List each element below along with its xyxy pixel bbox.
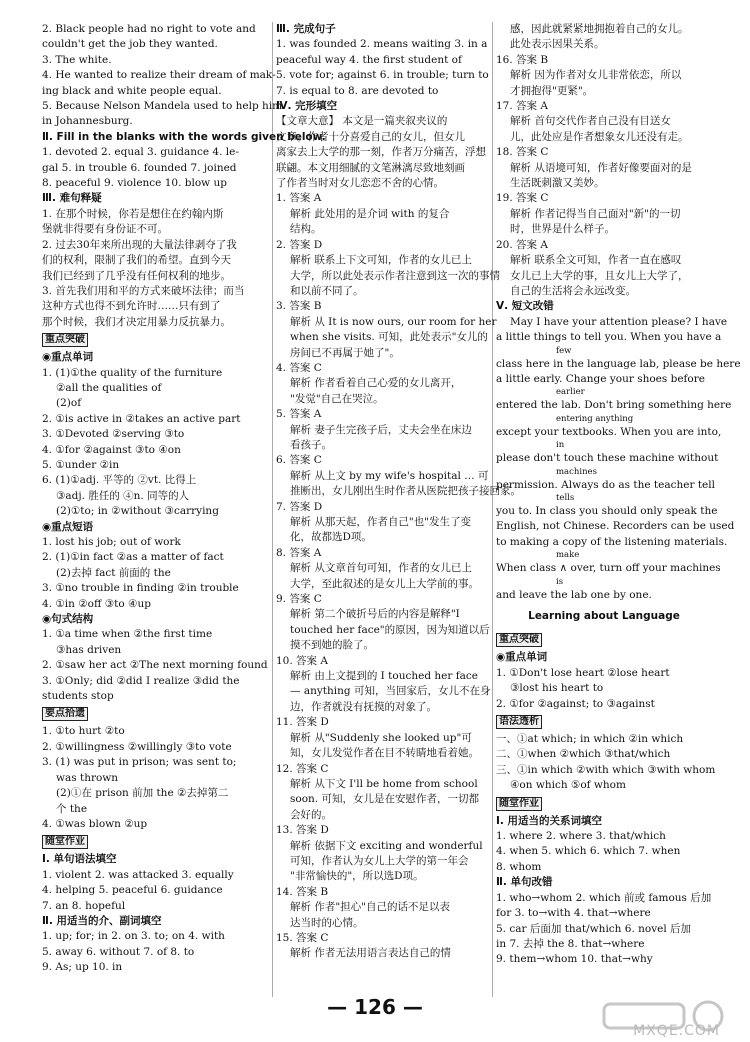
- section-tag-label: 随堂作业: [42, 835, 88, 849]
- answer-line: students stop: [42, 690, 114, 703]
- answer-line: 解析 首句交代作者自己没有目送女: [510, 115, 671, 128]
- answer-line: 16. 答案 B: [496, 53, 549, 66]
- section-tag-label: 重点突破: [42, 333, 88, 347]
- answer-line: ing black and white people equal.: [42, 84, 222, 97]
- section-heading: Ⅱ. 用适当的介、副词填空: [42, 914, 162, 927]
- answer-line: 解析 作者记得当自己面对"新"的一切: [510, 207, 681, 220]
- answer-line: was thrown: [56, 771, 119, 784]
- answer-line: 5. vote for; against 6. in trouble; turn to: [276, 69, 489, 82]
- answer-line: 12. 答案 C: [276, 762, 329, 775]
- answer-line: 会好的。: [290, 808, 332, 821]
- answer-line: class here in the language lab, please be here: [496, 357, 741, 370]
- answer-line: 我们已经到了几乎没有任何权利的地步。: [42, 269, 231, 282]
- answer-line: 8. whom: [496, 860, 542, 873]
- page-number: — 126 —: [327, 995, 423, 1019]
- answer-line: 二、①when ②which ③that/which: [496, 748, 671, 761]
- answer-line: 房间已不再属于她了"。: [290, 346, 400, 359]
- answer-line: 4. He wanted to realize their dream of mak-: [42, 69, 276, 82]
- answer-line: 结构。: [290, 223, 322, 236]
- correction-note: make: [556, 550, 580, 561]
- answer-line: 生活既刺激又美妙。: [510, 177, 605, 190]
- section-tag: [496, 712, 712, 732]
- correction-note: few: [556, 345, 572, 356]
- answer-line: 10. 答案 A: [276, 654, 328, 667]
- answer-line: 14. 答案 B: [276, 885, 329, 898]
- answer-line: 7. 答案 D: [276, 500, 323, 513]
- answer-line: 1. 在那个时候，你若是想住在约翰内斯: [42, 207, 224, 220]
- correction-note: is: [556, 576, 564, 587]
- answer-line: ②all the qualities of: [56, 381, 162, 394]
- answer-line: 4. ①was blown ②up: [42, 817, 148, 830]
- answer-line: 离家去上大学的那一刻，作者万分痛苦，浮想: [276, 146, 486, 159]
- answer-line: (2)of: [56, 397, 82, 410]
- answer-line: you to. In class you should only speak the: [496, 504, 718, 517]
- answer-line: 3. ①no trouble in finding ②in trouble: [42, 582, 239, 595]
- answer-line: 1. devoted 2. equal 3. guidance 4. le-: [42, 146, 239, 159]
- answer-line: a little early. Change your shoes before: [496, 372, 705, 385]
- answer-line: permission. Always do as the teacher tell: [496, 478, 715, 491]
- answer-line: 解析 从文章首句可知，作者的女儿已上: [290, 562, 472, 575]
- answer-line: a little things to tell you. When you have a: [496, 331, 722, 344]
- answer-line: 解析 作者看着自己心爱的女儿离开，: [290, 377, 462, 390]
- answer-line: 儿，此处应是作者想象女儿还没有走。: [510, 130, 689, 143]
- answer-line: and leave the lab one by one.: [496, 588, 652, 601]
- section-heading: Ⅰ. 用适当的关系词填空: [496, 814, 603, 827]
- answer-line: 解析 联系上下文可知，作者的女儿已上: [290, 254, 472, 267]
- answer-line: 摸不到她的脸了。: [290, 639, 374, 652]
- answer-line: 2. ①is active in ②takes an active part: [42, 412, 241, 425]
- answer-line: 时，世界是什么样子。: [510, 223, 615, 236]
- correction-note: in: [556, 440, 565, 451]
- answer-line: 4. ①in ②off ③to ④up: [42, 597, 151, 610]
- answer-line: 知，女儿发觉作者在目不转睛地看着她。: [290, 747, 479, 760]
- answer-line: 6. 答案 C: [276, 454, 322, 467]
- answer-line: 解析 从那天起，作者自己"也"发生了变: [290, 516, 471, 528]
- answer-line: 11. 答案 D: [276, 716, 329, 729]
- answer-line: 解析 从"Suddenly she looked up"可: [290, 731, 472, 744]
- answer-line: 解析 因为作者对女儿非常依恋，所以: [510, 69, 682, 82]
- section-tag-label: 要点拾遗: [42, 707, 88, 721]
- section-tag-label: 重点突破: [496, 633, 542, 647]
- section-heading: ◉句式结构: [42, 613, 94, 626]
- answer-line: 解析 依据下文 exciting and wonderful: [290, 839, 483, 852]
- answer-line: "非常愉快的"，所以选D项。: [290, 870, 424, 883]
- answer-line: 18. 答案 C: [496, 146, 549, 159]
- answer-column-3: [496, 22, 741, 968]
- answer-line: 和以前不同了。: [290, 284, 364, 297]
- answer-line: 3. 首先我们用和平的方式来破坏法律；而当: [42, 284, 245, 297]
- answer-line: 7. an 8. hopeful: [42, 899, 126, 912]
- answer-line: 了作者当时对女儿恋恋不舍的心情。: [276, 177, 444, 190]
- correction-note: entering anything: [556, 413, 634, 424]
- answer-line: 自己的生活将会永远改变。: [510, 284, 636, 297]
- answer-line: 这种方式也得不到允许时……只有到了: [42, 300, 221, 313]
- answer-line: 13. 答案 D: [276, 824, 329, 837]
- section-heading: ◉重点单词: [42, 351, 94, 364]
- answer-line: soon. 可知，女儿是在安慰作者，一切都: [290, 793, 479, 806]
- answer-line: 边，作者就没有抚摸的对象了。: [290, 700, 437, 713]
- column-divider: [492, 22, 493, 997]
- answer-line: 解析 妻子生完孩子后，丈夫会坐在床边: [290, 423, 472, 436]
- part-title: Learning about Language: [528, 610, 680, 622]
- answer-line: 4. ①for ②against ③to ④on: [42, 443, 181, 456]
- section-heading: Ⅲ. 难句释疑: [42, 192, 102, 205]
- answer-line: 8. 答案 A: [276, 546, 322, 559]
- answer-line: ④on which ⑤of whom: [510, 779, 626, 792]
- answer-line: When class ∧ over, turn off your machines: [496, 562, 721, 575]
- answer-line: 解析 从语境可知，作者好像要面对的是: [510, 161, 692, 174]
- answer-line: couldn't get the job they wanted.: [42, 38, 218, 51]
- answer-line: 一、①at which; in which ②in which: [496, 733, 684, 746]
- answer-line: 2. 答案 D: [276, 238, 323, 251]
- answer-line: ③adj. 胜任的 ④n. 同等的人: [56, 489, 190, 502]
- section-tag: [42, 330, 270, 350]
- answer-line: 2. ①willingness ②willingly ③to vote: [42, 740, 232, 753]
- answer-line: 感，因此就紧紧地拥抱着自己的女儿。: [510, 23, 689, 35]
- answer-line: please don't touch these machine without: [496, 452, 719, 465]
- section-heading: Ⅴ. 短文改错: [496, 300, 554, 313]
- answer-line: — anything 可知，当回家后，女儿不在身: [290, 685, 491, 698]
- answer-line: 文章。作者十分喜爱自己的女儿，但女儿: [276, 130, 465, 143]
- answer-line: 1. 答案 A: [276, 192, 322, 205]
- answer-line: ③lost his heart to: [510, 682, 604, 695]
- section-heading: Ⅰ. 单句语法填空: [42, 853, 117, 866]
- answer-line: 解析 从上文 by my wife's hospital … 可: [290, 469, 489, 482]
- answer-line: peaceful way 4. the first student of: [276, 53, 462, 66]
- answer-line: 联翩。本文用细腻的文笔淋漓尽致地刻画: [276, 161, 465, 174]
- answer-line: (2)①在 prison 前加 the ②去掉第二: [56, 787, 229, 800]
- answer-line: 3. ①Only; did ②did I realize ③did the: [42, 674, 240, 687]
- answer-line: 2. 过去30年来所出现的大量法律剥夺了我: [42, 238, 237, 251]
- answer-line: May I have your attention please? I have: [510, 315, 728, 328]
- answer-line: 推断出，女儿刚出生时作者从医院把孩子接回家。: [290, 485, 521, 498]
- answer-line: 2. Black people had no right to vote and: [42, 23, 256, 35]
- answer-line: 解析 由上文提到的 I touched her face: [290, 670, 478, 683]
- answer-line: 3. (1) was put in prison; was sent to;: [42, 756, 237, 769]
- answer-line: 1. who→whom 2. which 前或 famous 后加: [496, 891, 712, 904]
- answer-line: 大学，至此叙述的是女儿上大学前的事。: [290, 577, 479, 590]
- answer-line: 1. where 2. where 3. that/which: [496, 830, 666, 843]
- section-heading: ◉重点短语: [42, 520, 94, 533]
- answer-line: 5. away 6. without 7. of 8. to: [42, 945, 195, 958]
- answer-line: 那个时候，我们才决定用暴力反抗暴力。: [42, 315, 231, 328]
- section-heading: ◉重点单词: [496, 651, 548, 664]
- answer-line: 9. As; up 10. in: [42, 961, 123, 974]
- answer-line: 才拥抱得"更紧"。: [510, 84, 594, 97]
- answer-line: 2. ①for ②against; to ③against: [496, 697, 655, 710]
- answer-line: to making a copy of the listening materials.: [496, 535, 728, 548]
- answer-line: 4. helping 5. peaceful 6. guidance: [42, 884, 223, 897]
- column-divider: [272, 22, 273, 997]
- answer-line: 3. ①Devoted ②serving ③to: [42, 428, 185, 441]
- answer-line: 3. 答案 B: [276, 300, 322, 313]
- answer-line: in 7. 去掉 the 8. that→where: [496, 937, 645, 950]
- answer-line: 堡就非得要有身份证不可。: [42, 223, 168, 236]
- answer-line: 女儿已上大学的事，且女儿上大学了，: [510, 269, 689, 282]
- correction-note: earlier: [556, 387, 585, 398]
- answer-line: 2. (1)①in fact ②as a matter of fact: [42, 551, 224, 564]
- answer-line: 9. them→whom 10. that→why: [496, 953, 653, 966]
- answer-line: 1. ①a time when ②the first time: [42, 628, 213, 641]
- answer-line: 解析 从 It is now ours, our room for her: [290, 315, 497, 328]
- answer-line: 4. when 5. which 6. which 7. when: [496, 845, 681, 858]
- answer-line: 1. violent 2. was attacked 3. equally: [42, 868, 234, 881]
- section-tag: [42, 832, 270, 852]
- section-tag: [496, 630, 712, 650]
- answer-line: "发觉"自己在哭泣。: [290, 392, 384, 405]
- answer-line: English, not Chinese. Recorders can be used: [496, 520, 735, 533]
- answer-line: touched her face"的原因，因为知道以后: [290, 623, 490, 636]
- answer-line: 解析 联系全文可知，作者一直在感叹: [510, 254, 682, 267]
- answer-line: entered the lab. Don't bring something here: [496, 399, 732, 412]
- answer-line: 解析 作者"担心"自己的话不足以表: [290, 901, 450, 914]
- answer-line: in Johannesburg.: [42, 115, 133, 128]
- section-tag-label: 随堂作业: [496, 797, 542, 811]
- section-tag-label: 语法透析: [496, 715, 542, 729]
- answer-line: 1. (1)①the quality of the furniture: [42, 366, 223, 379]
- answer-line: 解析 第二个破折号后的内容是解释"I: [290, 608, 460, 621]
- answer-line: 2. ①saw her act ②The next morning found: [42, 659, 268, 672]
- answer-line: for 3. to→with 4. that→where: [496, 907, 651, 920]
- answer-line: when she visits. 可知，此处表示"女儿的: [290, 331, 488, 344]
- answer-line: 达当时的心情。: [290, 916, 364, 929]
- answer-line: 3. The white.: [42, 53, 112, 66]
- answer-line: 4. 答案 C: [276, 361, 322, 374]
- answer-line: 们的权利，限制了我们的希望。直到今天: [42, 254, 231, 267]
- correction-note: tells: [556, 492, 575, 503]
- correction-note: machines: [556, 466, 597, 477]
- answer-line: 5. ①under ②in: [42, 458, 120, 471]
- answer-line: 1. up; for; in 2. on 3. to; on 4. with: [42, 930, 225, 943]
- answer-line: 5. 答案 A: [276, 408, 322, 421]
- answer-line: 7. is equal to 8. are devoted to: [276, 84, 439, 97]
- answer-line: 9. 答案 C: [276, 593, 322, 606]
- answer-line: 解析 从下文 I'll be home from school: [290, 777, 478, 790]
- answer-line: 看孩子。: [290, 438, 332, 451]
- answer-line: 20. 答案 A: [496, 238, 548, 251]
- answer-line: 解析 作者无法用语言表达自己的情: [290, 947, 451, 960]
- answer-line: 可知，作者认为女儿上大学的第一年会: [290, 854, 469, 867]
- section-tag: [496, 794, 712, 814]
- answer-line: (2)①to; in ②without ③carrying: [56, 505, 219, 518]
- answer-line: except your textbooks. When you are into,: [496, 425, 722, 438]
- answer-line: 化，故都选D项。: [290, 531, 372, 544]
- answer-line: 此处表示因果关系。: [510, 38, 605, 51]
- answer-line: (2)去掉 fact 前面的 the: [56, 566, 171, 579]
- answer-line: 19. 答案 C: [496, 192, 549, 205]
- answer-line: 【文章大意】 本文是一篇夹叙夹议的: [276, 115, 448, 128]
- answer-line: 1. ①Don't lose heart ②lose heart: [496, 666, 670, 679]
- section-heading: Ⅲ. 完成句子: [276, 23, 336, 35]
- answer-line: 8. peaceful 9. violence 10. blow up: [42, 177, 227, 190]
- section-tag: [42, 704, 270, 724]
- answer-line: ③has driven: [56, 643, 122, 656]
- answer-line: 5. Because Nelson Mandela used to help him: [42, 100, 283, 113]
- answer-line: 1. was founded 2. means waiting 3. in a: [276, 38, 488, 51]
- answer-line: 三、①in which ②with which ③with whom: [496, 763, 716, 776]
- answer-line: 解析 此处用的是介词 with 的复合: [290, 207, 450, 220]
- answer-line: 6. (1)①adj. 平等的 ②vt. 比得上: [42, 474, 197, 487]
- section-heading: Ⅱ. 单句改错: [496, 876, 553, 889]
- watermark-text: MXQE.COM: [633, 1023, 720, 1039]
- section-heading: Ⅳ. 完形填空: [276, 100, 338, 113]
- section-heading: Ⅱ. Fill in the blanks with the words given below.: [42, 130, 326, 143]
- answer-line: 17. 答案 A: [496, 100, 548, 113]
- answer-line: 5. car 后面加 that/which 6. novel 后加: [496, 922, 692, 935]
- answer-line: gal 5. in trouble 6. founded 7. joined: [42, 161, 237, 174]
- answer-line: 个 the: [56, 802, 88, 815]
- answer-line: 大学，所以此处表示作者注意到这一次的事情: [290, 269, 500, 282]
- answer-line: 1. ①to hurt ②to: [42, 725, 125, 738]
- answer-line: 15. 答案 C: [276, 931, 329, 944]
- answer-line: 1. lost his job; out of work: [42, 536, 181, 548]
